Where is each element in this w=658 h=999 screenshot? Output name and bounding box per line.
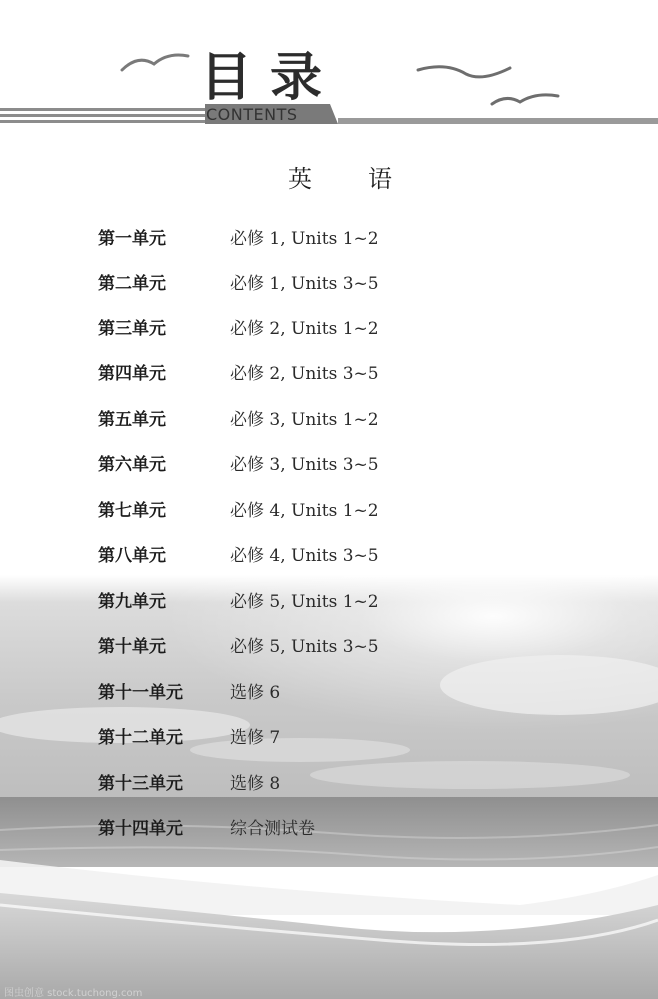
toc-unit-label: 第十单元 <box>98 637 166 657</box>
toc-unit-label: 第十四单元 <box>98 819 183 839</box>
toc-unit-label: 第四单元 <box>98 364 166 384</box>
toc-unit-label: 第五单元 <box>98 410 166 430</box>
toc-entry-description: 必修 5, Units 1~2 <box>230 592 379 612</box>
toc-entry-description: 必修 1, Units 3~5 <box>230 274 379 294</box>
toc-unit-label: 第三单元 <box>98 319 166 339</box>
toc-entry[interactable] <box>98 407 498 433</box>
toc-entry[interactable] <box>98 271 498 297</box>
toc-entry-description: 必修 1, Units 1~2 <box>230 229 379 249</box>
stock-watermark: 图虫创意 stock.tuchong.com <box>4 988 143 999</box>
page-title: 目录 <box>200 48 341 108</box>
subject-heading: 英语 <box>288 165 448 193</box>
toc-entry[interactable] <box>98 543 498 569</box>
toc-unit-label: 第七单元 <box>98 501 166 521</box>
toc-entry[interactable] <box>98 816 498 842</box>
toc-entry-description: 必修 4, Units 3~5 <box>230 546 379 566</box>
toc-entry-description: 必修 2, Units 3~5 <box>230 364 379 384</box>
toc-entry-description: 必修 5, Units 3~5 <box>230 637 379 657</box>
toc-entry-description: 选修 8 <box>230 774 281 794</box>
toc-entry[interactable] <box>98 452 498 478</box>
toc-entry[interactable] <box>98 589 498 615</box>
toc-unit-label: 第十三单元 <box>98 774 183 794</box>
toc-entry[interactable] <box>98 498 498 524</box>
toc-entry-description: 必修 2, Units 1~2 <box>230 319 379 339</box>
page-title-english: CONTENTS <box>206 105 298 124</box>
toc-unit-label: 第一单元 <box>98 229 166 249</box>
toc-entry-description: 选修 7 <box>230 728 281 748</box>
toc-entry-description: 必修 3, Units 1~2 <box>230 410 379 430</box>
toc-entry-description: 必修 4, Units 1~2 <box>230 501 379 521</box>
toc-unit-label: 第八单元 <box>98 546 166 566</box>
toc-entry[interactable] <box>98 316 498 342</box>
toc-entry[interactable] <box>98 725 498 751</box>
toc-unit-label: 第二单元 <box>98 274 166 294</box>
toc-unit-label: 第十二单元 <box>98 728 183 748</box>
toc-entry-description: 综合测试卷 <box>230 819 315 839</box>
toc-entry-description: 选修 6 <box>230 683 281 703</box>
toc-unit-label: 第六单元 <box>98 455 166 475</box>
toc-entry[interactable] <box>98 226 498 252</box>
toc-entry[interactable] <box>98 361 498 387</box>
toc-unit-label: 第十一单元 <box>98 683 183 703</box>
toc-unit-label: 第九单元 <box>98 592 166 612</box>
toc-entry[interactable] <box>98 771 498 797</box>
toc-entry-description: 必修 3, Units 3~5 <box>230 455 379 475</box>
toc-entry[interactable] <box>98 634 498 660</box>
toc-entry[interactable] <box>98 680 498 706</box>
